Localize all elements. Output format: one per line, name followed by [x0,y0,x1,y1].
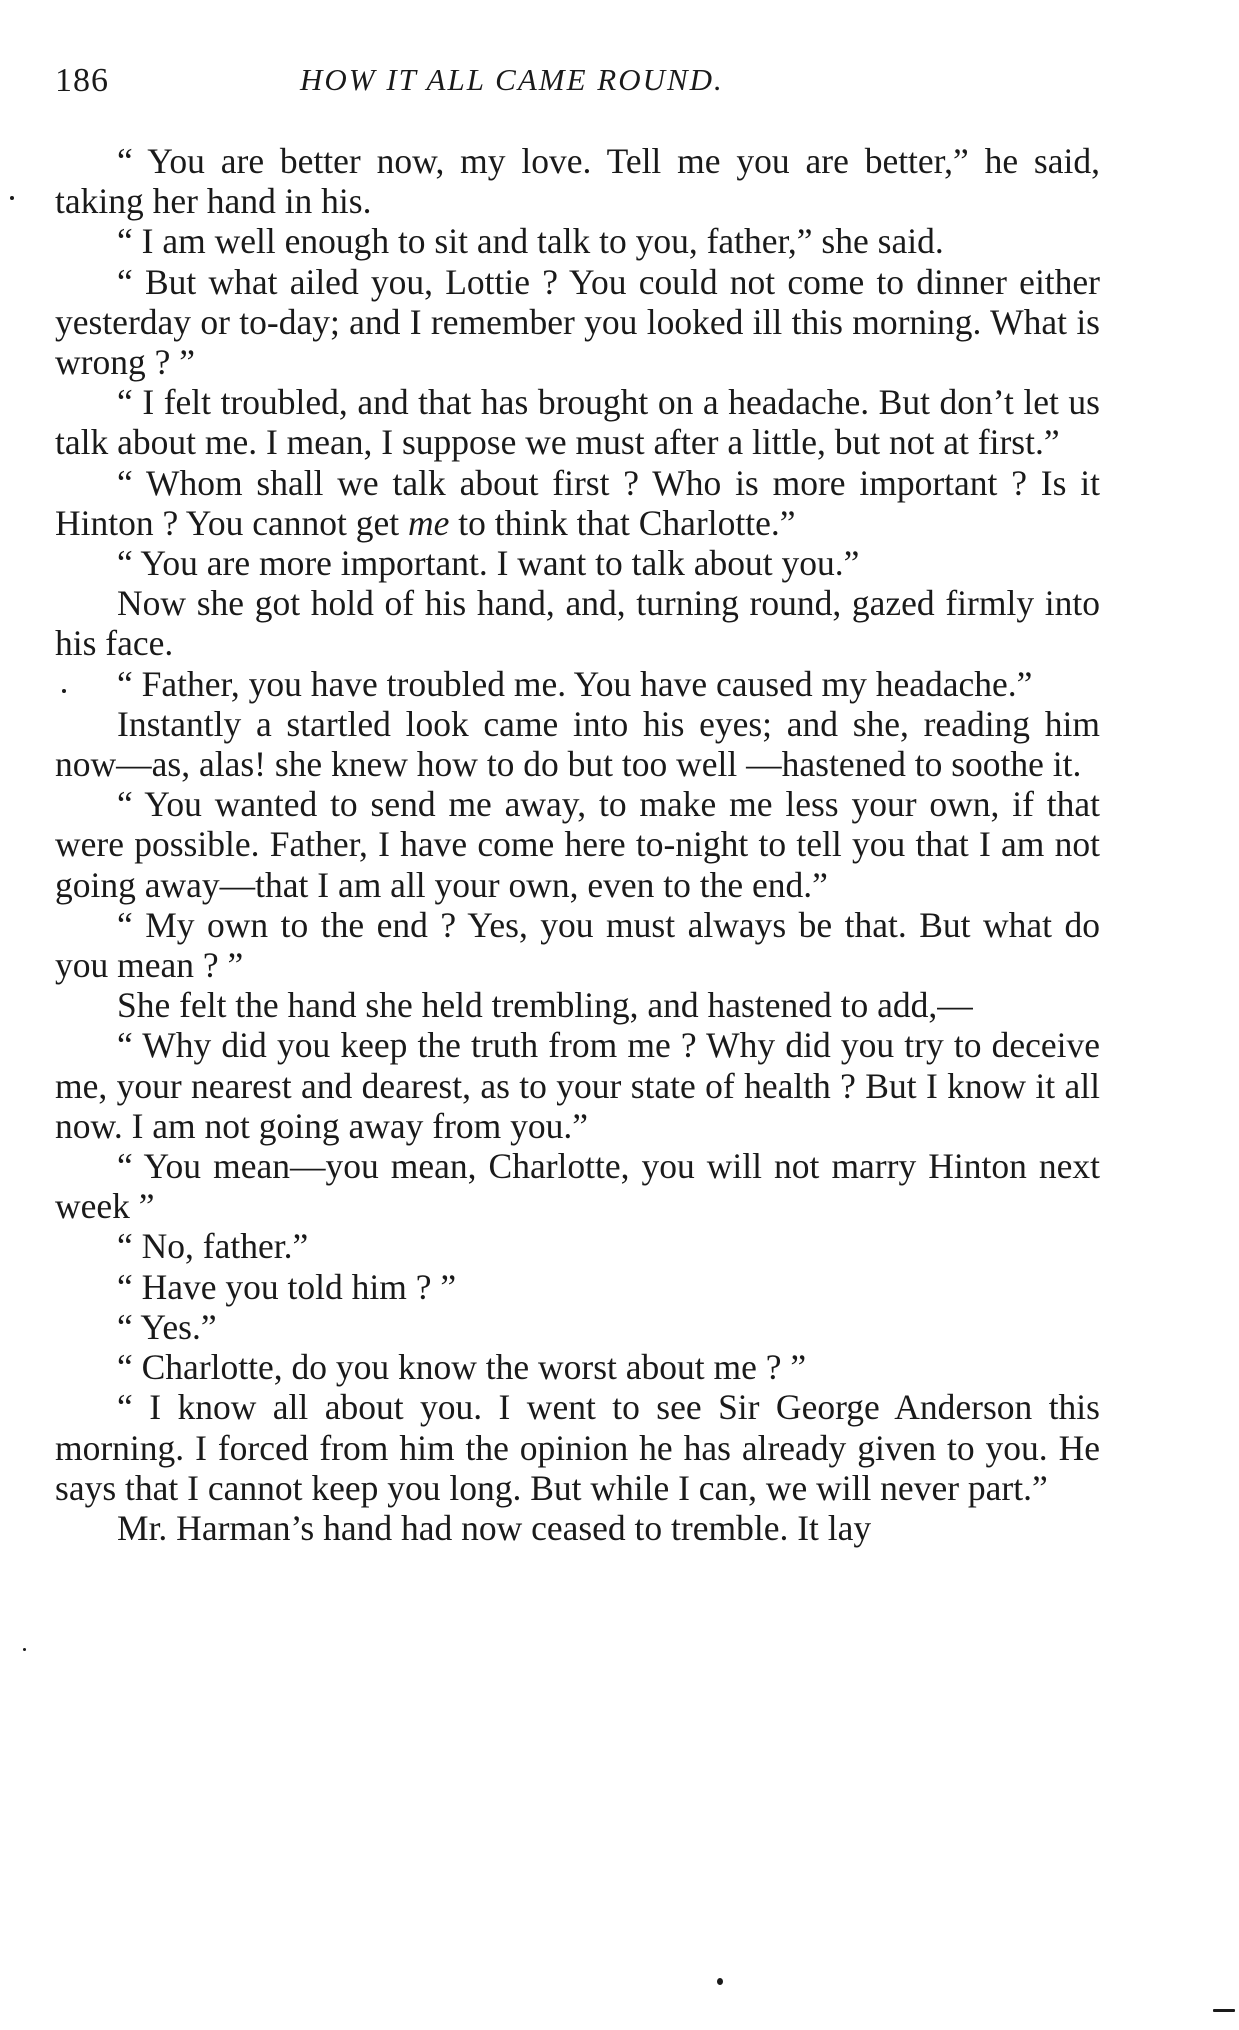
ink-speck [717,1978,723,1985]
paragraph: “ I know all about you. I went to see Sir George Anderson this morning. I forced from him the opinion he has already given to you. He says that I cannot keep you long. But while I can, we will never part.” [55,1387,1100,1508]
paragraph: “ Why did you keep the truth from me ? Why did you try to deceive me, your nearest and dearest, as to your state of health ? But I know it all now. I am not going away from you.” [55,1025,1100,1146]
ink-speck [1213,2009,1235,2012]
paragraph: “ You are more important. I want to talk about you.” [117,543,860,584]
paragraph: “ You mean—you mean, Charlotte, you will not marry Hinton next week ” [55,1146,1100,1227]
paragraph: “ Charlotte, do you know the worst about me ? ” [117,1347,807,1388]
paragraph: “ You wanted to send me away, to make me less your own, if that were possible. Father, I have come here to-night to tell you that I am not going away—that I am all your own, even to the end.” [55,784,1100,905]
paragraph: “ Have you told him ? ” [117,1266,457,1307]
paragraph: She felt the hand she held trembling, and hastened to add,— [117,985,973,1026]
body-text [55,141,1100,1548]
paragraph: “ Father, you have troubled me. You have caused my headache.” [117,663,1033,704]
paragraph: “ My own to the end ? Yes, you must always be that. But what do you mean ? ” [55,904,1100,986]
ink-speck [10,196,14,200]
ink-speck [62,689,66,693]
paragraph: “ Yes.” [117,1306,217,1347]
paragraph: Instantly a startled look came into his eyes; and she, reading him now—as, alas! she knew how to do but too well —hastened to soothe it. [55,703,1100,785]
ink-speck [23,1648,26,1651]
paragraph: Mr. Harman’s hand had now ceased to tremble. It lay [117,1507,872,1548]
paragraph: “ You are better now, my love. Tell me you are better,” he said, taking her hand in his. [55,141,1100,222]
emphasized-word: me [408,502,450,543]
paragraph: “ I felt troubled, and that has brought on a headache. But don’t let us talk about me. I mean, I suppose we must after a little, but not at first.” [55,382,1100,463]
paragraph-text: “ Whom shall we talk about first ? Who is more important ? Is it Hinton ? You cannot get [55,462,1100,543]
paragraph: “ I am well enough to sit and talk to you, father,” she said. [117,221,944,262]
paragraph: “ But what ailed you, Lottie ? You could not come to dinner either yesterday or to-day; and I remember you looked ill this morning. What is wrong ? ” [55,261,1100,383]
running-title: HOW IT ALL CAME ROUND. [300,62,724,97]
paragraph-text: to think that Charlotte.” [449,502,796,543]
paragraph [55,463,1100,543]
paragraph: “ No, father.” [117,1226,309,1267]
page-number: 186 [55,62,109,99]
paragraph: Now she got hold of his hand, and, turning round, gazed firmly into his face. [55,583,1100,664]
running-head [55,62,845,112]
